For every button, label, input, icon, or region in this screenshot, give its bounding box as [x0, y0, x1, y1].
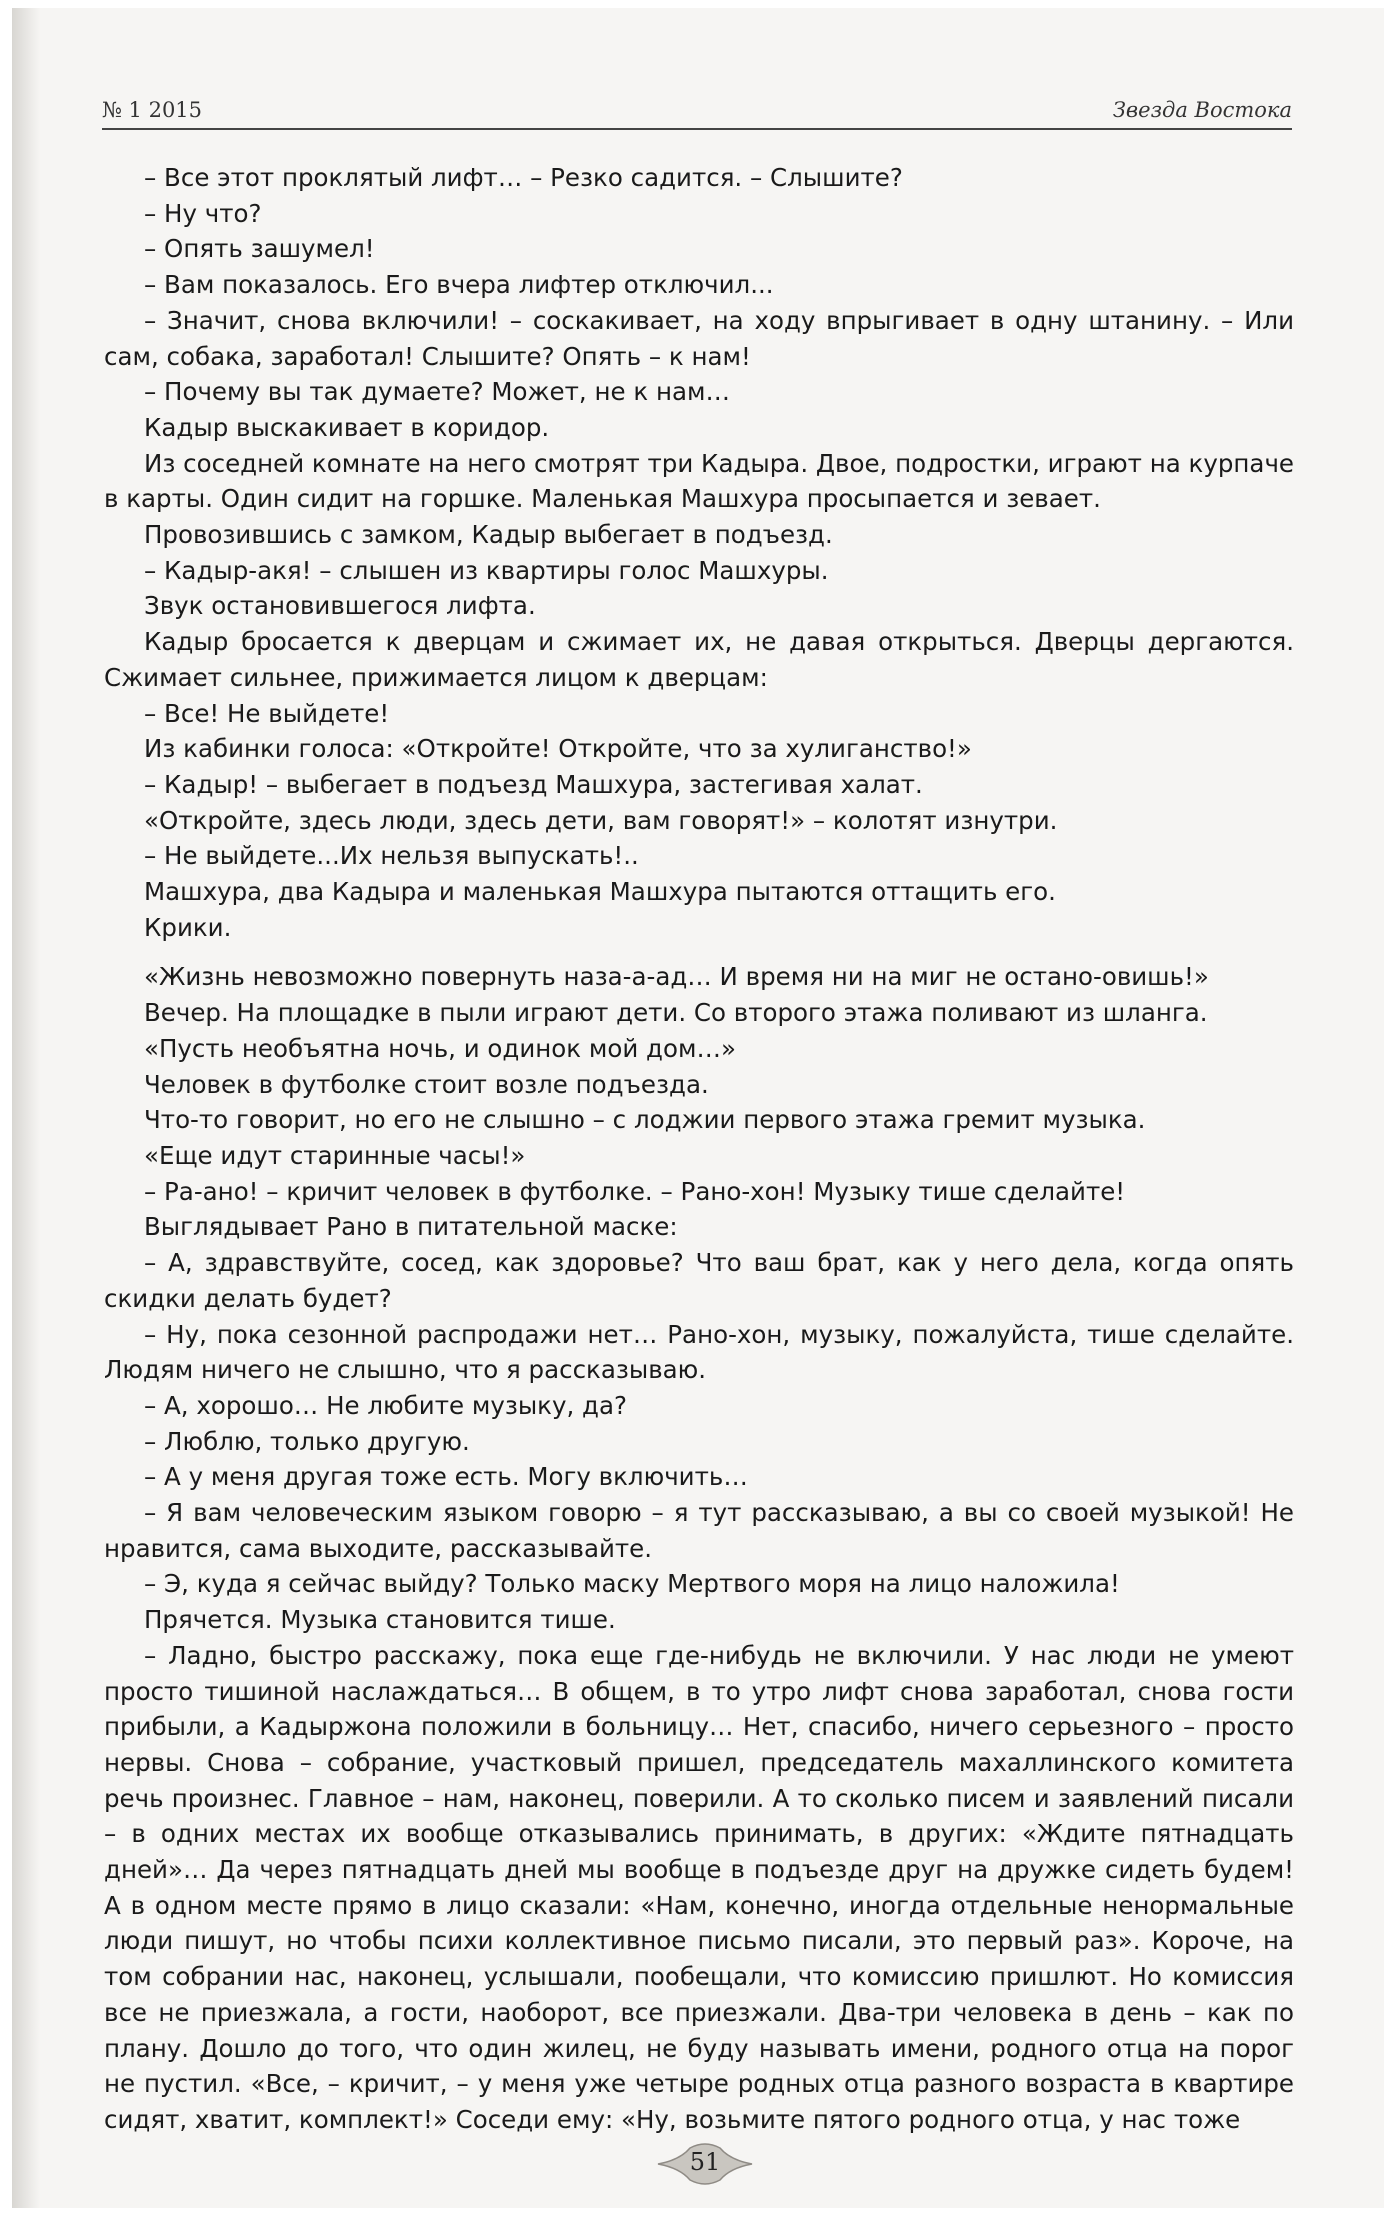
paragraph: Провозившись с замком, Кадыр выбегает в подъезд.	[144, 520, 833, 550]
paragraph: – Ра-ано! – кричит человек в футболке. – Рано-хон! Музыку тише сделайте!	[144, 1176, 1126, 1206]
paragraph: «Еще идут старинные часы!»	[144, 1140, 526, 1170]
paragraph: – А, здравствуйте, сосед, как здоровье? Что ваш брат, как у него дела, когда опять скидки делать будет?	[104, 1248, 1294, 1313]
paragraph: Человек в футболке стоит возле подъезда.	[144, 1069, 709, 1099]
paragraph: – Ну что?	[144, 198, 262, 228]
gutter-shadow	[12, 8, 40, 2208]
paragraph: – А у меня другая тоже есть. Могу включить…	[144, 1462, 748, 1492]
paragraph: – Люблю, только другую.	[144, 1426, 470, 1456]
body-text	[104, 160, 1294, 2138]
magazine-title: Звезда Востока	[1112, 98, 1292, 122]
paragraph: – Опять зашумел!	[144, 234, 375, 264]
paragraph: Звук остановившегося лифта.	[144, 591, 536, 621]
paragraph: Вечер. На площадке в пыли играют дети. Со второго этажа поливают из шланга.	[144, 998, 1208, 1028]
paragraph: – Вам показалось. Его вчера лифтер отключил...	[144, 270, 774, 300]
paragraph: – Э, куда я сейчас выйду? Только маску Мертвого моря на лицо наложила!	[144, 1569, 1120, 1599]
header-rule	[102, 128, 1292, 130]
paragraph: – Кадыр! – выбегает в подъезд Машхура, застегивая халат.	[144, 769, 923, 799]
issue-number: № 1 2015	[102, 98, 203, 122]
paragraph: – Все этот проклятый лифт… – Резко садится. – Слышите?	[144, 163, 903, 192]
paragraph: Кадыр выскакивает в коридор.	[144, 412, 550, 442]
paragraph: Из соседней комнате на него смотрят три Кадыра. Двое, подростки, играют на курпаче в карты. Один сидит на горшке. Маленькая Машхура просыпается и зевает.	[104, 448, 1294, 514]
paragraph: Что-то говорит, но его не слышно – с лоджии первого этажа гремит музыка.	[144, 1105, 1146, 1135]
paragraph: Крики.	[144, 912, 232, 942]
paragraph: – Кадыр-акя! – слышен из квартиры голос Машхуры.	[144, 555, 829, 585]
book-page	[12, 8, 1384, 2208]
paragraph: – Ладно, быстро расскажу, пока еще где-нибудь не включили. У нас люди не умеют просто тишиной наслаждаться… В общем, в то утро лифт снова заработал, снова гости прибыли, а Кадыржона положили в больницу… Нет, спасибо, ничего серьезного – просто нервы. Снова – собрание, участковый пришел, председатель махаллинского комитета речь произнес. Главное – нам, наконец, поверили. А то сколько писем и заявлений писали – в одних местах их вообще отказывались принимать, в других: «Ждите пятнадцать дней»… Да через пятнадцать дней мы вообще в подъезде друг на дружке сидеть будем! А в одном месте прямо в лицо сказали: «Нам, конечно, иногда отдельные ненормальные люди пишут, но чтобы психи коллективное письмо писали, это первый раз». Короче, на том собрании нас, наконец, услышали, пообещали, что комиссию пришлют. Но комиссия все не приезжала, а гости, наоборот, все приезжали. Два-три человека в день – как по плану. Дошло до того, что один жилец, не буду называть имени, родного отца на порог не пустил. «Все, – кричит, – у меня уже четыре родных отца разного возраста в квартире сидят, хватит, комплект!» Соседи ему: «Ну, возьмите пятого родного отца, у нас тоже	[104, 1640, 1294, 2134]
running-header	[102, 98, 1292, 132]
page-number-badge	[650, 2138, 760, 2188]
paragraph: – Не выйдете...Их нельзя выпускать!..	[144, 841, 639, 871]
paragraph: Машхура, два Кадыра и маленькая Машхура пытаются оттащить его.	[144, 877, 1056, 907]
paragraph: «Пусть необъятна ночь, и одинок мой дом…»	[144, 1033, 736, 1063]
paragraph: – Ну, пока сезонной распродажи нет… Рано-хон, музыку, пожалуйста, тише сделайте. Людям ничего не слышно, что я рассказываю.	[104, 1319, 1294, 1385]
paragraph: Кадыр бросается к дверцам и сжимает их, не давая открыться. Дверцы дергаются. Сжимает сильнее, прижимается лицом к дверцам:	[104, 627, 1294, 692]
paragraph: – Значит, снова включили! – соскакивает, на ходу впрыгивает в одну штанину. – Или сам, собака, заработал! Слышите? Опять – к нам!	[104, 305, 1294, 371]
paragraph: – Все! Не выйдете!	[144, 698, 390, 728]
paragraph: Выглядывает Рано в питательной маске:	[144, 1212, 678, 1242]
paragraph: Прячется. Музыка становится тише.	[144, 1605, 616, 1635]
paragraph: «Откройте, здесь люди, здесь дети, вам говорят!» – колотят изнутри.	[144, 805, 1058, 835]
paragraph: «Жизнь невозможно повернуть наза-а-ад… И время ни на миг не остано-овишь!»	[144, 962, 1209, 992]
paragraph: – Почему вы так думаете? Может, не к нам…	[144, 377, 730, 407]
paragraph: – Я вам человеческим языком говорю – я тут рассказываю, а вы со своей музыкой! Не нравится, сама выходите, рассказывайте.	[104, 1498, 1294, 1563]
paragraph: Из кабинки голоса: «Откройте! Откройте, что за хулиганство!»	[144, 734, 972, 764]
page-number: 51	[689, 2148, 721, 2176]
paragraph: – А, хорошо… Не любите музыку, да?	[144, 1390, 628, 1420]
